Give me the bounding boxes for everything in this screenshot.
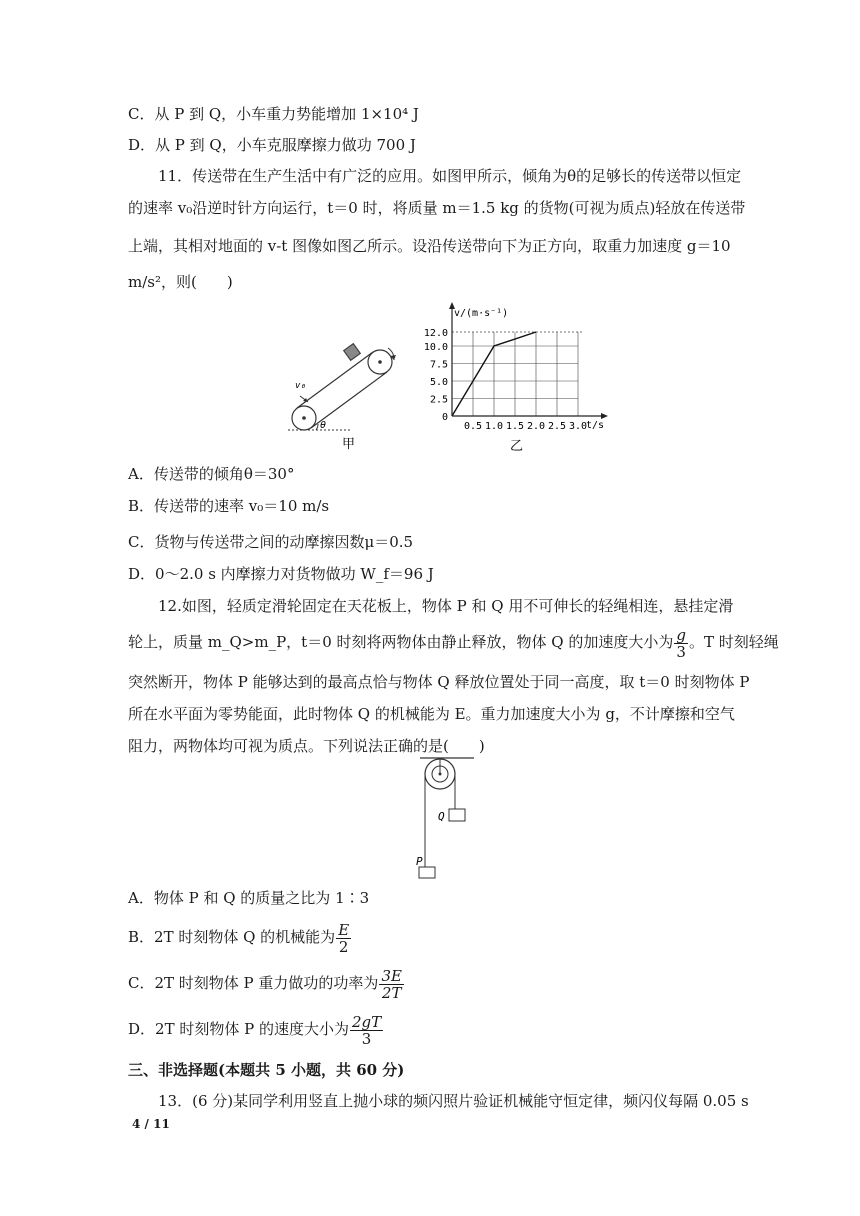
q11-option-a: A．传送带的倾角θ＝30° xyxy=(128,465,295,483)
e-over-2-fraction: $\frac{E}{2}$ xyxy=(338,920,350,956)
q12-option-c xyxy=(128,966,405,1001)
x-tick-label: 2.5 xyxy=(547,421,567,432)
q12-option-d-text: D．2T 时刻物体 P 的速度大小为 xyxy=(128,1020,349,1038)
theta-label: θ xyxy=(320,420,327,431)
x-axis-arrow xyxy=(601,413,608,419)
q12-option-c-text: C．2T 时刻物体 P 重力做功的功率为 xyxy=(128,974,379,992)
x-tick-label: 1.0 xyxy=(484,421,504,432)
q12-line-2 xyxy=(128,626,779,660)
p-label: P xyxy=(416,855,423,868)
3e-over-2t-fraction: $\frac{3E}{2T}$ xyxy=(381,966,402,1002)
q12-line-4: 所在水平面为零势能面，此时物体 Q 的机械能为 E。重力加速度大小为 g，不计摩擦和空气 xyxy=(128,705,735,723)
pulley-figure xyxy=(410,754,490,884)
y-tick-label: 5.0 xyxy=(429,377,448,388)
x-tick-label: 1.5 xyxy=(505,421,525,432)
q13-line-1: 13．(6 分)某同学利用竖直上抛小球的频闪照片验证机械能守恒定律，频闪仪每隔 0.05 s xyxy=(158,1092,749,1110)
y-tick-label: 10.0 xyxy=(423,342,448,353)
page-number: 4 / 11 xyxy=(132,1117,170,1131)
q10-option-c: C．从 P 到 Q，小车重力势能增加 1×10⁴ J xyxy=(128,105,419,123)
q12-line-2-text: 轮上，质量 m_Q>m_P，t＝0 时刻将两物体由静止释放，物体 Q 的加速度大小为 xyxy=(128,633,674,651)
q-label: Q xyxy=(438,810,445,823)
fig-jia-caption: 甲 xyxy=(342,437,356,452)
q12-option-a: A．物体 P 和 Q 的质量之比为 1∶3 xyxy=(128,889,370,907)
x-tick-label: 2.0 xyxy=(526,421,546,432)
chart-ylabel: v/(m·s⁻¹) xyxy=(454,308,509,319)
v0-label: v₀ xyxy=(295,381,306,391)
q12-option-b-text: B．2T 时刻物体 Q 的机械能为 xyxy=(128,928,336,946)
y-tick-label: 12.0 xyxy=(423,328,448,339)
q11-line-2: 的速率 v₀沿逆时针方向运行，t＝0 时，将质量 m＝1.5 kg 的货物(可视为质点)轻放在传送带 xyxy=(128,199,746,217)
q12-option-b xyxy=(128,920,352,955)
2gt-over-3-fraction: $\frac{2gT}{3}$ xyxy=(351,1012,382,1048)
y-tick-label: 7.5 xyxy=(429,359,448,371)
q11-line-1: 11．传送带在生产生活中有广泛的应用。如图甲所示，倾角为θ的足够长的传送带以恒定 xyxy=(158,167,742,185)
chart-xlabel: t/s xyxy=(586,420,605,431)
conveyor-figure xyxy=(280,338,410,453)
q11-line-4: m/s²，则( ) xyxy=(128,273,233,291)
q12-line-2-tail: 。T 时刻轻绳 xyxy=(688,633,779,651)
y-tick-label: 0 xyxy=(441,412,448,423)
q12-line-5: 阻力，两物体均可视为质点。下列说法正确的是( ) xyxy=(128,737,485,755)
section-3-heading: 三、非选择题(本题共 5 小题，共 60 分) xyxy=(128,1061,405,1079)
g-over-3-fraction: $\frac{g}{3}$ xyxy=(676,625,686,661)
q11-option-d: D．0～2.0 s 内摩擦力对货物做功 W_f＝96 J xyxy=(128,565,434,583)
q12-line-3: 突然断开，物体 P 能够达到的最高点恰与物体 Q 释放位置处于同一高度，取 t＝0 时刻物体 P xyxy=(128,673,750,691)
q11-option-c: C．货物与传送带之间的动摩擦因数μ＝0.5 xyxy=(128,533,414,551)
q12-line-1: 12.如图，轻质定滑轮固定在天花板上，物体 P 和 Q 用不可伸长的轻绳相连，悬挂定滑 xyxy=(158,597,734,615)
q11-option-b: B．传送带的速率 v₀＝10 m/s xyxy=(128,497,330,515)
q10-option-d: D．从 P 到 Q，小车克服摩擦力做功 700 J xyxy=(128,136,416,154)
vt-chart xyxy=(418,298,618,456)
x-tick-label: 0.5 xyxy=(463,421,483,432)
q11-line-3: 上端，其相对地面的 v-t 图像如图乙所示。设沿传送带向下为正方向，取重力加速度 g＝10 xyxy=(128,237,731,255)
x-tick-label: 3.0 xyxy=(568,421,588,432)
chart-grid xyxy=(452,332,582,416)
y-tick-label: 2.5 xyxy=(429,394,448,406)
fig-yi-caption: 乙 xyxy=(510,439,524,454)
q12-option-d xyxy=(128,1012,384,1047)
